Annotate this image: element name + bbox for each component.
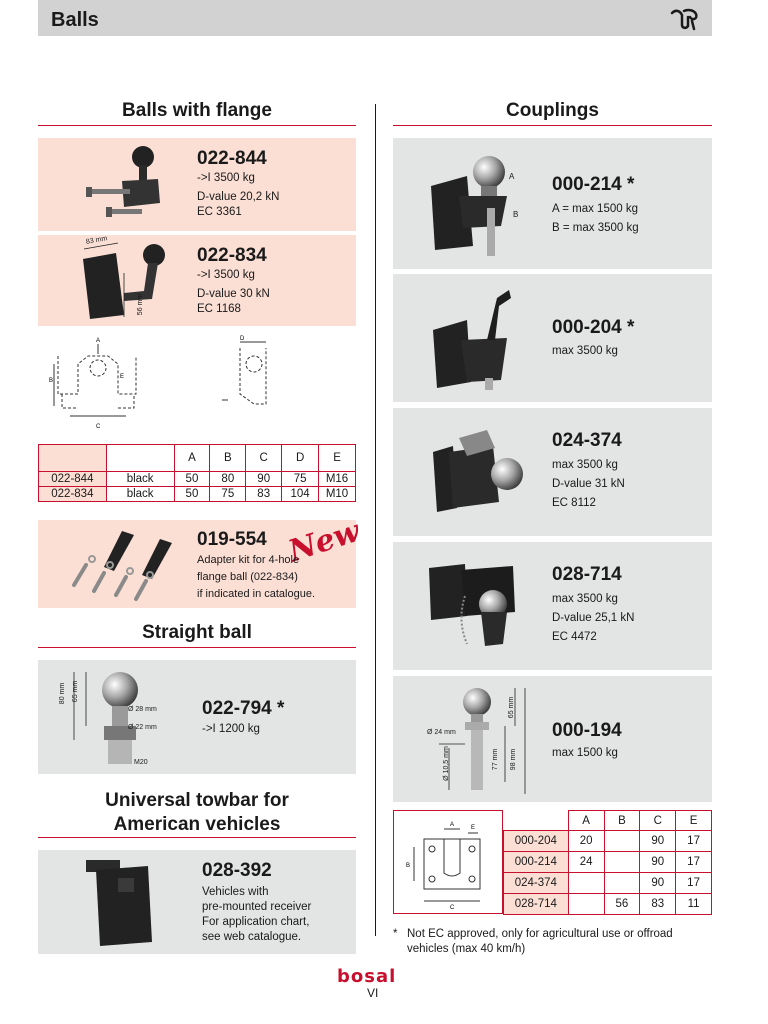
product-card-028-392 xyxy=(38,850,356,954)
section-underline xyxy=(393,125,712,126)
table-cell: 24 xyxy=(568,852,604,873)
table-header: C xyxy=(246,445,282,472)
table-cell xyxy=(568,873,604,894)
dimension-label: Ø 28 mm xyxy=(128,706,157,713)
product-code: 022-834 xyxy=(197,245,267,266)
table-cell: black xyxy=(106,472,174,487)
section-title-universal-towbar: Universal towbar for American vehicles xyxy=(105,790,289,835)
table-cell xyxy=(568,894,604,915)
dimension-label: E xyxy=(471,825,476,831)
dimension-label: C xyxy=(96,424,101,430)
dimension-label: C xyxy=(450,905,455,911)
product-card-022-794 xyxy=(38,660,356,774)
table-cell: 90 xyxy=(640,831,676,852)
table-header-row xyxy=(504,811,712,831)
section-title-balls-with-flange: Balls with flange xyxy=(122,100,272,121)
table-header: A xyxy=(174,445,210,472)
product-card-000-204 xyxy=(393,274,712,402)
table-header: C xyxy=(640,811,676,831)
product-code: 028-392 xyxy=(202,860,272,881)
flange-technical-drawing-b xyxy=(214,334,284,420)
section-underline xyxy=(38,837,356,838)
product-description: max 3500 kg xyxy=(552,345,618,357)
coupling-jaw-image xyxy=(429,422,539,526)
flange-spec-table xyxy=(38,444,356,502)
coupling-spec-table xyxy=(503,810,712,915)
product-description: Vehicles with pre-mounted receiver For application chart, see web catalogue. xyxy=(202,886,312,943)
product-card-000-194 xyxy=(393,676,712,802)
table-row xyxy=(504,894,712,915)
product-card-024-374 xyxy=(393,408,712,536)
table-row xyxy=(39,487,356,502)
page-number: VI xyxy=(367,986,379,1000)
dimension-label: 80 mm xyxy=(59,682,67,705)
flange-technical-drawing-a xyxy=(48,334,148,432)
product-description: A = max 1500 kg B = max 3500 kg xyxy=(552,203,639,234)
product-code: 022-844 xyxy=(197,148,267,169)
dimension-label: B xyxy=(406,863,411,869)
product-code: 000-204 * xyxy=(552,317,635,338)
table-header: E xyxy=(676,811,712,831)
product-card-028-714 xyxy=(393,542,712,670)
footnote: Not EC approved, only for agricultural use or offroad vehicles (max 40 km/h) xyxy=(407,928,673,955)
dimension-label: Ø 22 mm xyxy=(128,724,157,731)
table-header xyxy=(39,445,107,472)
dimension-label: B xyxy=(513,210,519,219)
product-code: 000-194 xyxy=(552,720,622,741)
table-header xyxy=(504,811,569,831)
product-description: ->I 1200 kg xyxy=(202,723,260,735)
coupling-ball-pin-image xyxy=(423,146,533,264)
table-row xyxy=(504,852,712,873)
table-cell xyxy=(604,852,640,873)
product-description: ->I 3500 kg D-value 30 kN EC 1168 xyxy=(197,269,270,315)
dimension-label: B xyxy=(49,378,54,384)
dimension-label: A xyxy=(96,338,101,344)
product-card-019-554 xyxy=(38,513,364,608)
product-code: 000-214 * xyxy=(552,174,635,195)
table-cell: 90 xyxy=(640,873,676,894)
table-header: B xyxy=(604,811,640,831)
dimension-label: 83 mm xyxy=(85,235,108,246)
table-cell: M10 xyxy=(319,487,356,502)
product-description: max 1500 kg xyxy=(552,747,618,759)
table-cell: 17 xyxy=(676,831,712,852)
table-cell: 17 xyxy=(676,873,712,894)
coupling-chain-image xyxy=(425,556,541,660)
table-cell: 90 xyxy=(640,852,676,873)
table-cell: 11 xyxy=(676,894,712,915)
adapter-kit-image xyxy=(64,525,196,605)
table-header: D xyxy=(282,445,319,472)
product-card-022-844 xyxy=(38,138,356,231)
product-description: Adapter kit for 4-hole flange ball (022-834) if indicated in catalogue. xyxy=(197,554,316,600)
coupling-technical-drawing xyxy=(402,815,496,911)
dimension-label: 65 mm xyxy=(508,696,516,719)
table-row xyxy=(504,831,712,852)
dimension-label: A xyxy=(450,822,455,828)
table-cell: 75 xyxy=(282,472,319,487)
product-card-022-834 xyxy=(38,235,356,326)
table-header: A xyxy=(568,811,604,831)
table-cell xyxy=(604,873,640,894)
column-divider xyxy=(375,104,376,936)
product-code: 019-554 xyxy=(197,529,267,550)
table-cell: 80 xyxy=(210,472,246,487)
product-card-000-214 xyxy=(393,138,712,269)
table-cell: 022-844 xyxy=(39,472,107,487)
section-underline xyxy=(38,125,356,126)
table-cell: 56 xyxy=(604,894,640,915)
dimension-label: Ø 10,5 mm xyxy=(442,746,450,781)
table-header: E xyxy=(319,445,356,472)
product-code: 028-714 xyxy=(552,564,622,585)
table-cell: 50 xyxy=(174,487,210,502)
coupling-diagram-box xyxy=(393,810,503,914)
table-cell: 028-714 xyxy=(504,894,569,915)
product-description: max 3500 kg D-value 25,1 kN EC 4472 xyxy=(552,593,635,643)
dimension-label: E xyxy=(120,374,125,380)
table-cell: 022-834 xyxy=(39,487,107,502)
table-cell: 90 xyxy=(246,472,282,487)
page-title: Balls xyxy=(51,9,99,31)
table-cell: 000-214 xyxy=(504,852,569,873)
table-cell: 17 xyxy=(676,852,712,873)
table-cell: 83 xyxy=(246,487,282,502)
table-cell: 104 xyxy=(282,487,319,502)
table-header-row xyxy=(39,445,356,472)
table-header: B xyxy=(210,445,246,472)
coupling-hook-image xyxy=(427,284,537,394)
table-cell xyxy=(604,831,640,852)
new-badge: New xyxy=(284,513,364,570)
universal-towbar-image xyxy=(78,854,158,950)
dimension-label: 98 mm xyxy=(510,748,518,771)
table-cell: black xyxy=(106,487,174,502)
footnote-marker: * xyxy=(393,928,398,940)
table-cell: 000-204 xyxy=(504,831,569,852)
page-header xyxy=(38,0,712,36)
towbar-logo-icon xyxy=(670,7,702,31)
table-cell: 75 xyxy=(210,487,246,502)
dimension-label: M20 xyxy=(134,759,148,766)
dimension-label: 77 mm xyxy=(492,748,500,771)
table-row xyxy=(504,873,712,894)
section-underline xyxy=(38,647,356,648)
dimension-label: Ø 24 mm xyxy=(427,729,456,736)
table-cell: 20 xyxy=(568,831,604,852)
product-code: 024-374 xyxy=(552,430,622,451)
table-cell: 50 xyxy=(174,472,210,487)
table-row xyxy=(39,472,356,487)
product-code: 022-794 * xyxy=(202,698,285,719)
product-description: max 3500 kg D-value 31 kN EC 8112 xyxy=(552,459,625,509)
table-cell: 83 xyxy=(640,894,676,915)
section-title-straight-ball: Straight ball xyxy=(142,622,252,643)
table-header xyxy=(106,445,174,472)
dimension-label: 56 mm xyxy=(137,293,145,316)
dimension-label: A xyxy=(509,172,515,181)
dimension-label: 65 mm xyxy=(72,680,80,703)
section-title-couplings: Couplings xyxy=(506,100,599,121)
bosal-logo: bosal xyxy=(337,966,397,987)
dimension-label: D xyxy=(240,336,245,342)
product-description: ->I 3500 kg D-value 20,2 kN EC 3361 xyxy=(197,172,280,218)
table-cell: M16 xyxy=(319,472,356,487)
table-cell: 024-374 xyxy=(504,873,569,894)
straight-ball-image xyxy=(60,664,190,772)
flange-ball-image xyxy=(80,143,190,228)
